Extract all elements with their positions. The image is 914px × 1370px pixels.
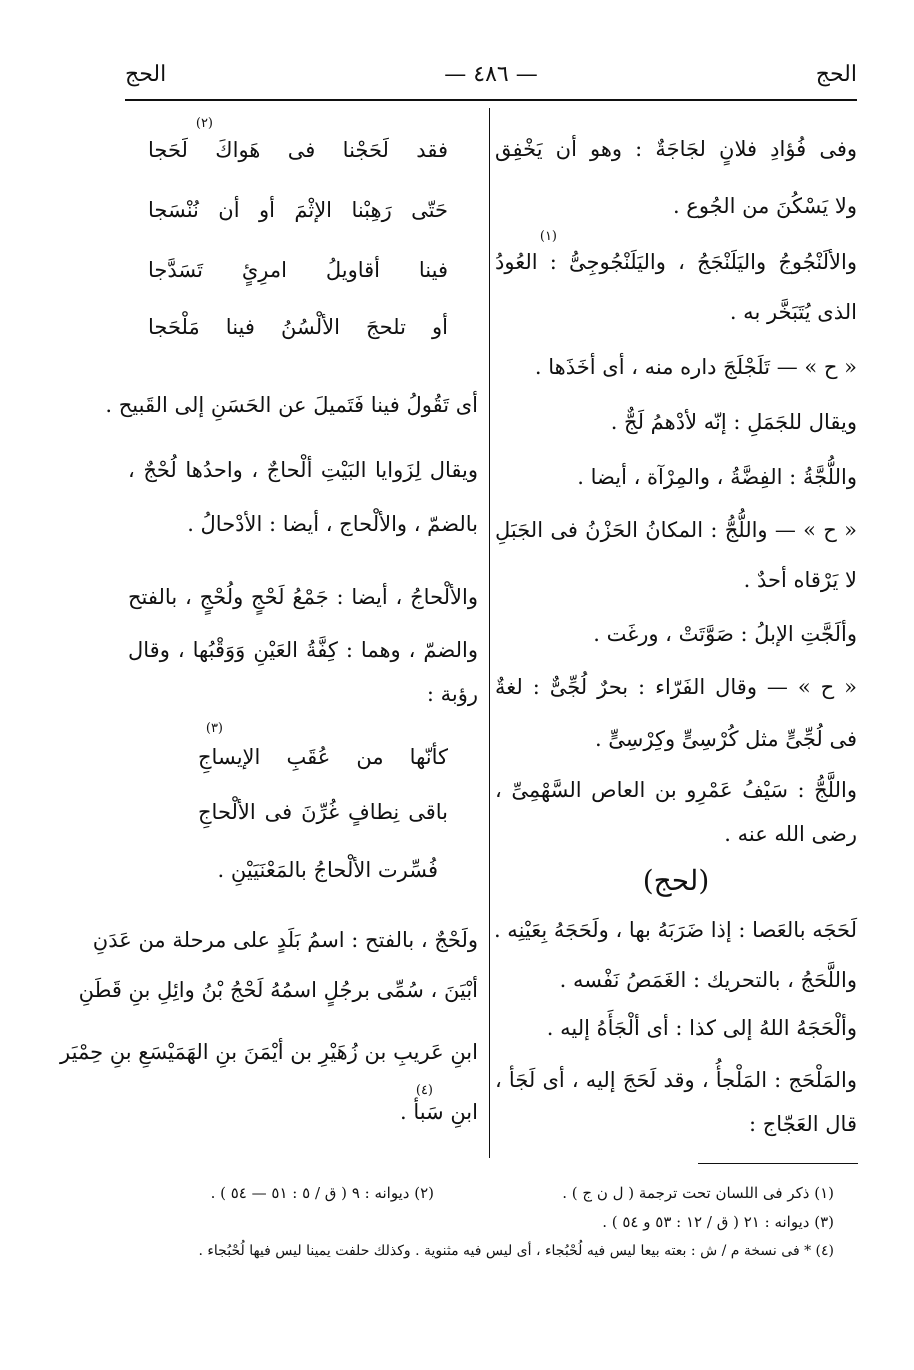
footnote-marker: (١) bbox=[539, 229, 557, 244]
text-line: ابنِ عَريبِ بن زُهَيْرِ بن أيْمَنَ بنِ الهَمَيْسَعِ بنِ حِمْيَر bbox=[60, 1040, 478, 1064]
text-line: والألْحاجُ ، أيضا : جَمْعُ لَحْجٍ ولُحْجٍ ، بالفتح bbox=[128, 585, 478, 609]
text-line: ولا يَسْكُنَ من الجُوع . bbox=[672, 194, 857, 218]
text-line: أى تَقُولُ فينا فَتَميلَ عن الحَسَنِ إلى القَبيح . bbox=[105, 393, 478, 417]
text-line: ابنِ سَبأ . bbox=[399, 1100, 478, 1124]
text-line: فُسِّرت الألْحاجُ بالمَعْنَيَيْنِ . bbox=[217, 858, 438, 882]
section-title: (لحج) bbox=[642, 864, 710, 897]
footnote-2: (٢) ديوانه : ٩ ( ق / ٥ : ٥١ — ٥٤ ) . bbox=[210, 1184, 434, 1202]
right-column bbox=[495, 112, 857, 1152]
text-line: واللَّحَجُ ، بالتحريك : الغَمَصُ نَفْسه . bbox=[559, 968, 857, 992]
text-line: وألْحَجَهُ اللهُ إلى كذا : أى ألْجَأَهُ إليه . bbox=[546, 1016, 857, 1040]
text-line: ويقال للجَمَلِ : إنّه لأدْهمُ لَجٌّ . bbox=[610, 410, 857, 434]
page-number: — ٤٨٦ — bbox=[444, 61, 538, 87]
verse-line: حَتّى رَهِبْنا الإثْمَ أو أن نُنْسَجا bbox=[148, 198, 448, 222]
text-line: والمَلْحَج : المَلْجأُ ، وقد لَحَجَ إليه ، أى لَجَأ ، bbox=[495, 1068, 857, 1092]
verse-line: باقى نِطافٍ غُرِّنَ فى الألْحاجِ bbox=[198, 800, 448, 824]
text-line: واللَّجُّ : سَيْفُ عَمْرِو بن العاص السَّهْمِىِّ ، bbox=[495, 778, 857, 802]
verse-line: فقد لَحَجْنا فى هَواكَ لَحَجا bbox=[148, 138, 448, 162]
text-line: لا يَرْقاه أحدٌ . bbox=[743, 568, 857, 592]
running-title-left: الحج bbox=[125, 61, 167, 87]
text-line: والضمّ ، وهما : كِفَّةُ العَيْنِ وَوَقْبُها ، وقال bbox=[128, 638, 478, 662]
text-line: « ح » — تَلَجْلَجَ داره منه ، أى أخَذَها . bbox=[534, 355, 857, 379]
text-line: وفى فُؤادِ فلانٍ لجَاجَةٌ : وهو أن يَخْفِق bbox=[495, 137, 857, 161]
footnote-rule bbox=[698, 1163, 858, 1164]
text-line: واللُّجَّةُ : الفِضَّةُ ، والمِرْآة ، أيضا . bbox=[577, 465, 857, 489]
text-line: الذى يُتَبَخَّر به . bbox=[729, 300, 857, 324]
running-title-right: الحج bbox=[815, 61, 857, 87]
footnote-1: (١) ذكر فى اللسان تحت ترجمة ( ل ن ج ) . bbox=[562, 1184, 834, 1202]
left-column bbox=[60, 112, 478, 1152]
column-divider bbox=[489, 108, 490, 1158]
text-line: والألَنْجُوجُ واليَلَنْجَجُ ، واليَلَنْجُوجِىُّ : العُودُ bbox=[495, 250, 857, 274]
page-header bbox=[125, 50, 857, 98]
text-line: رؤبة : bbox=[426, 682, 478, 706]
footnote-marker: (٢) bbox=[195, 116, 213, 131]
header-rule bbox=[125, 99, 857, 101]
text-line: فى لُجِّىٍّ مثل كُرْسِىٍّ وكِرْسِىٍّ . bbox=[594, 727, 857, 751]
footnote-marker: (٣) bbox=[205, 721, 223, 736]
text-line: وألَجَّتِ الإبلُ : صَوَّتَتْ ، ورغَت . bbox=[593, 622, 857, 646]
verse-line: كأنّها من عُقَبِ الإيساجِ bbox=[198, 745, 448, 769]
footnote-3: (٣) ديوانه : ٢١ ( ق / ١٢ : ٥٣ و ٥٤ ) . bbox=[602, 1213, 834, 1231]
footnote-4: (٤) * فى نسخة م / ش : بعته بيعا ليس فيه لُحْبُجاء ، أى ليس فيه مثنوية . وكذلك حلفت يمينا ليس فيها لُحْبُجاء . bbox=[198, 1243, 834, 1259]
text-line: أبْيَنَ ، سُمِّى برجُلٍ اسمُهُ لَحْجُ بْنُ وائِلِ بنِ قَطَنِ bbox=[78, 978, 478, 1002]
verse-line: فينا أقاويلُ امرِئٍ تَسَدَّجا bbox=[148, 258, 448, 282]
text-line: ولَحْجٌ ، بالفتح : اسمُ بَلَدٍ على مرحلة من عَدَنِ bbox=[92, 928, 478, 952]
text-line: ويقال لِزَوايا البَيْتِ ألْحاجٌ ، واحدُها لُحْجٌ ، bbox=[128, 458, 478, 482]
text-line: لَحَجَه بالعَصا : إذا ضَرَبَهُ بها ، ولَحَجَهُ بِعَيْنِه . bbox=[493, 918, 857, 942]
footnote-marker: (٤) bbox=[415, 1083, 433, 1098]
text-line: « ح » — وقال الفَرّاء : بحرٌ لُجِّىٌّ : لغةٌ bbox=[495, 675, 857, 699]
text-line: رضى الله عنه . bbox=[724, 822, 857, 846]
verse-line: أو تلحجَ الألْسُنُ فينا مَلْحَجا bbox=[148, 315, 448, 339]
text-line: قال العَجّاج : bbox=[749, 1112, 857, 1136]
text-line: « ح » — واللُّجُّ : المكانُ الحَزْنُ فى الجَبَلِ bbox=[495, 518, 857, 542]
text-line: بالضمّ ، والألْحاج ، أيضا : الأدْحالُ . bbox=[187, 512, 478, 536]
